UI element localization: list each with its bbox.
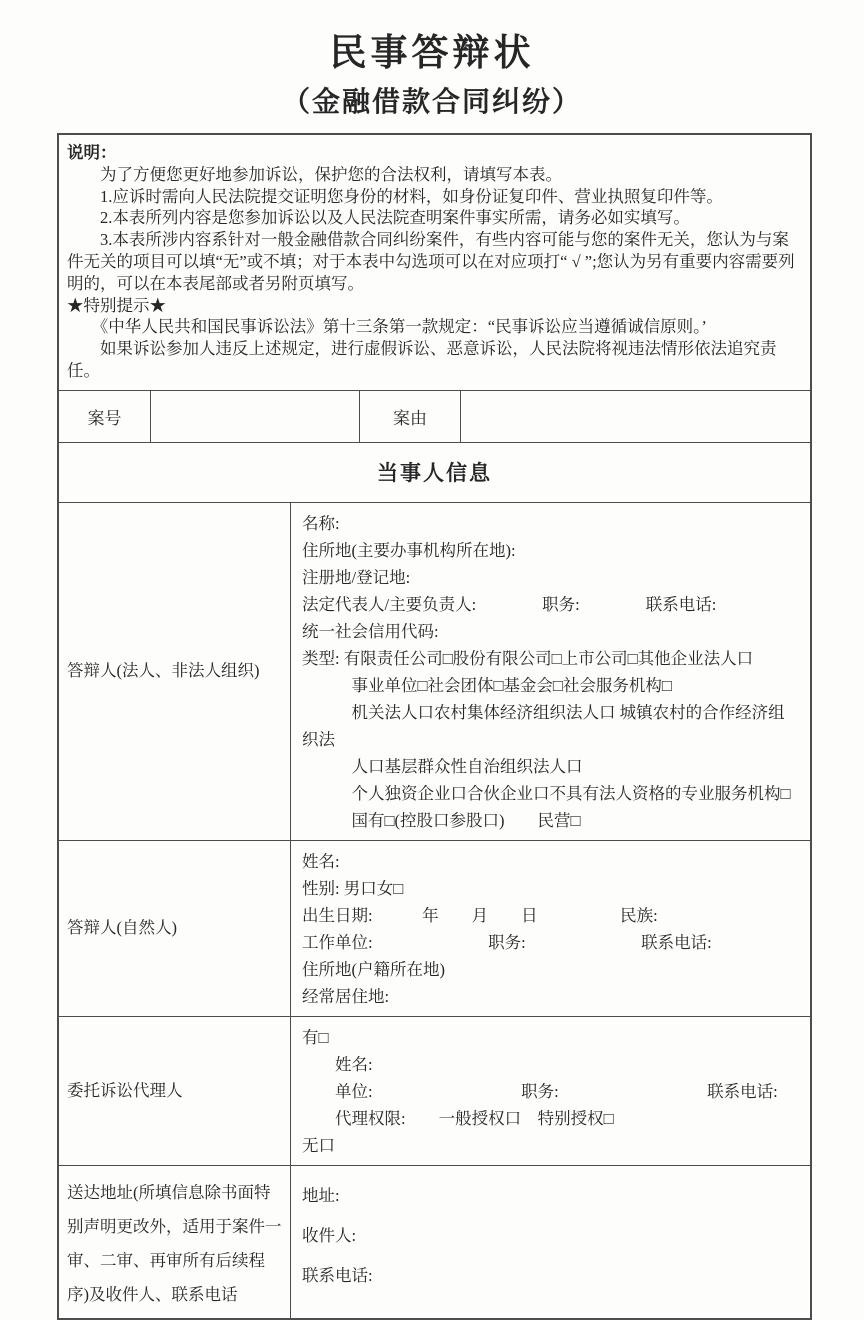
service-address-label: 送达地址(所填信息除书面特别声明更改外，适用于案件一审、二审、再审所有后续程序)及收件人、联系电话 bbox=[67, 1182, 282, 1304]
form-line: 出生日期: 年 月 日 民族: bbox=[302, 905, 658, 925]
form-line: 机关法人口农村集体经济组织法人口 城镇农村的合作经济组织法 bbox=[302, 702, 785, 749]
form-line: 工作单位: 职务: 联系电话: bbox=[302, 932, 712, 952]
form-line: ★特别提示★ bbox=[67, 295, 166, 315]
form-line: 单位: 职务: 联系电话: bbox=[302, 1081, 778, 1101]
form-line: 个人独资企业口合伙企业口不具有法人资格的专业服务机构□ bbox=[302, 783, 791, 803]
instructions-paragraphs bbox=[67, 164, 800, 382]
cause-value bbox=[460, 391, 810, 442]
form-line: 地址: bbox=[302, 1185, 340, 1205]
form-line: 名称: bbox=[302, 513, 340, 533]
form-line: 姓名: bbox=[302, 1054, 373, 1074]
form-line: 住所地(户籍所在地) bbox=[302, 959, 445, 979]
respondent-legal-label: 答辩人(法人、非法人组织) bbox=[67, 661, 260, 681]
instructions-row bbox=[59, 135, 810, 390]
form-line: 3.本表所涉内容系针对一般金融借款合同纠纷案件，有些内容可能与您的案件无关，您认为与案件无关的项目可以填“无”或不填；对于本表中勾选项可以在对应项打“ √ ”;您认为另有重要内容需要列明的，可以在本表尾部或者另附页填写。 bbox=[67, 230, 795, 293]
form-line: 联系电话: bbox=[302, 1265, 373, 1285]
form-line: 有□ bbox=[302, 1027, 329, 1047]
form-line: 注册地/登记地: bbox=[302, 567, 411, 587]
respondent-natural-row bbox=[59, 840, 810, 1016]
form-line: 法定代表人/主要负责人: 职务: 联系电话: bbox=[302, 594, 717, 614]
form-line: 2.本表所列内容是您参加诉讼以及人民法院查明案件事实所需，请务必如实填写。 bbox=[67, 208, 690, 228]
agent-fields bbox=[290, 1017, 810, 1165]
form-line: 《中华人民共和国民事诉讼法》第十三条第一款规定：“民事诉讼应当遵循诚信原则。’ bbox=[67, 317, 707, 337]
service-address-fields bbox=[290, 1166, 810, 1318]
respondent-legal-fields bbox=[290, 503, 810, 840]
party-info-header: 当事人信息 bbox=[377, 461, 492, 486]
page-subtitle: （金融借款合同纠纷） bbox=[281, 87, 582, 119]
form-line: 类型: 有限责任公司□股份有限公司□上市公司□其他企业法人口 bbox=[302, 648, 754, 668]
form-line: 住所地(主要办事机构所在地): bbox=[302, 540, 516, 560]
form-line: 国有□(控股口参股口) 民营□ bbox=[302, 810, 581, 830]
respondent-natural-fields bbox=[290, 841, 810, 1016]
party-header-row bbox=[59, 442, 810, 502]
form-line: 姓名: bbox=[302, 851, 340, 871]
instructions-heading: 说明： bbox=[67, 143, 117, 162]
form-line: 如果诉讼参加人违反上述规定，进行虚假诉讼、恶意诉讼，人民法院将视违法情形依法追究责任。 bbox=[67, 339, 777, 380]
form-line: 事业单位□社会团体□基金会□社会服务机构□ bbox=[302, 675, 672, 695]
agent-label: 委托诉讼代理人 bbox=[67, 1080, 183, 1100]
page-title: 民事答辩状 bbox=[329, 33, 535, 74]
form-line: 统一社会信用代码: bbox=[302, 621, 439, 641]
case-number-value bbox=[150, 391, 359, 442]
respondent-legal-row bbox=[59, 502, 810, 840]
form-line: 经常居住地: bbox=[302, 986, 390, 1006]
form-line: 代理权限: 一般授权口 特别授权□ bbox=[302, 1108, 614, 1128]
instructions-section bbox=[59, 135, 810, 390]
form-line: 收件人: bbox=[302, 1225, 357, 1245]
form-line: 性别: 男口女□ bbox=[302, 878, 404, 898]
case-row bbox=[59, 390, 810, 442]
form-line: 人口基层群众性自治组织法人口 bbox=[302, 756, 583, 776]
form-line: 1.应诉时需向人民法院提交证明您身份的材料，如身份证复印件、营业执照复印件等。 bbox=[67, 186, 723, 206]
form-line: 为了方便您更好地参加诉讼，保护您的合法权利，请填写本表。 bbox=[67, 164, 562, 184]
respondent-natural-label: 答辩人(自然人) bbox=[67, 918, 177, 938]
service-address-row bbox=[59, 1165, 810, 1318]
defense-form-table bbox=[57, 133, 812, 1320]
form-line: 无口 bbox=[302, 1135, 335, 1155]
cause-label: 案由 bbox=[359, 391, 460, 442]
agent-row bbox=[59, 1016, 810, 1165]
case-number-label: 案号 bbox=[87, 408, 122, 428]
